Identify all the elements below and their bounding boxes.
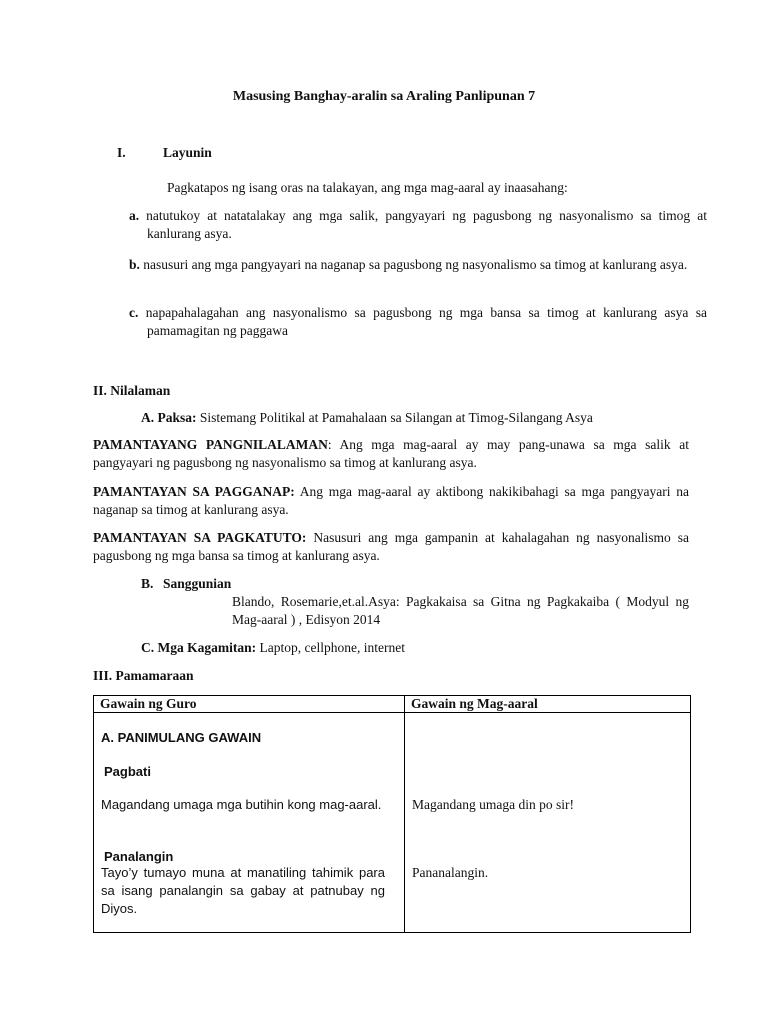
activity-stage-title: A. PANIMULANG GAWAIN [101,730,262,745]
panalangin-response: Pananalangin. [412,865,489,880]
standard-label: PAMANTAYAN SA PAGGANAP: [93,484,295,499]
column-header-guro: Gawain ng Guro [94,696,405,713]
paksa-text: Sistemang Politikal at Pamahalaan sa Silangan at Timog-Silangang Asya [196,410,593,425]
table-row [94,713,691,933]
standard-label: PAMANTAYANG PANGNILALAMAN [93,437,328,452]
standard-text: Nasusuri ang mga gampanin at kahalagahan ng nasyonalismo sa pagusbong ng mga bansa sa timog at kanlurang asya. [93,530,689,563]
objective-text: napapahalagahan ang nasyonalismo sa pagusbong ng mga bansa sa timog at kanlurang asya sa pamamagitan ng paggawa [138,305,707,338]
objective-letter: a. [129,208,140,223]
content-standard [93,436,689,472]
materials-text: Laptop, cellphone, internet [256,640,405,655]
sanggunian-heading [141,575,231,593]
student-activity-cell [405,713,691,933]
pagbati-response: Magandang umaga din po sir! [412,797,574,812]
pagbati-text: Magandang umaga mga butihin kong mag-aaral. [101,797,382,812]
pagbati-label: Pagbati [104,764,151,779]
sanggunian-label: Sanggunian [163,576,232,591]
objectives-intro: Pagkatapos ng isang oras na talakayan, ang mga mag-aaral ay inaasahang: [167,180,568,195]
sanggunian-number: B. [141,576,154,591]
objective-text: natutukoy at natatalakay ang mga salik, pangyayari ng pagusbong ng nasyonalismo sa timog at kanlurang asya. [139,208,707,241]
panalangin-label: Panalangin [104,849,174,864]
paksa-label: A. Paksa: [141,410,197,425]
column-header-mag-aaral: Gawain ng Mag-aaral [405,696,691,713]
section-heading-layunin: Layunin [163,145,212,160]
teacher-activity-cell [94,713,405,933]
objective-c [129,304,707,340]
document-title: Masusing Banghay-aralin sa Araling Panlipunan 7 [232,89,536,104]
paksa-line [141,409,593,427]
standard-text: : Ang mga mag-aaral ay may pang-unawa sa mga salik at pangyayari ng pagusbong ng nasyonalismo sa timog at kanlurang asya. [93,437,689,470]
panalangin-text: Tayo’y tumayo muna at manatiling tahimik para sa isang panalangin sa gabay at patnubay ng Diyos. [101,865,385,916]
section-heading-pamamaraan: III. Pamamaraan [93,668,194,683]
table-header-row [94,696,691,713]
standard-text: Ang mga mag-aaral ay aktibong nakikibahagi sa mga pangyayari na naganap sa timog at kanlurang asya. [93,484,689,517]
objective-a [129,207,707,243]
procedure-table [93,695,691,933]
objective-b [129,256,707,274]
objective-letter: b. [129,257,140,272]
objective-letter: c. [129,305,139,320]
objective-text: nasusuri ang mga pangyayari na naganap sa pagusbong ng nasyonalismo sa timog at kanlurang asya. [139,257,688,272]
reference-citation: Blando, Rosemarie,et.al.Asya: Pagkakaisa sa Gitna ng Pagkakaiba ( Modyul ng Mag-aaral ) , Edisyon 2014 [232,594,689,627]
performance-standard [93,483,689,519]
section-number: I. [117,145,126,160]
standard-label: PAMANTAYAN SA PAGKATUTO: [93,530,307,545]
section-heading-nilalaman: II. Nilalaman [93,383,171,398]
materials-line [141,639,405,657]
learning-competency [93,529,689,565]
materials-label: C. Mga Kagamitan: [141,640,257,655]
